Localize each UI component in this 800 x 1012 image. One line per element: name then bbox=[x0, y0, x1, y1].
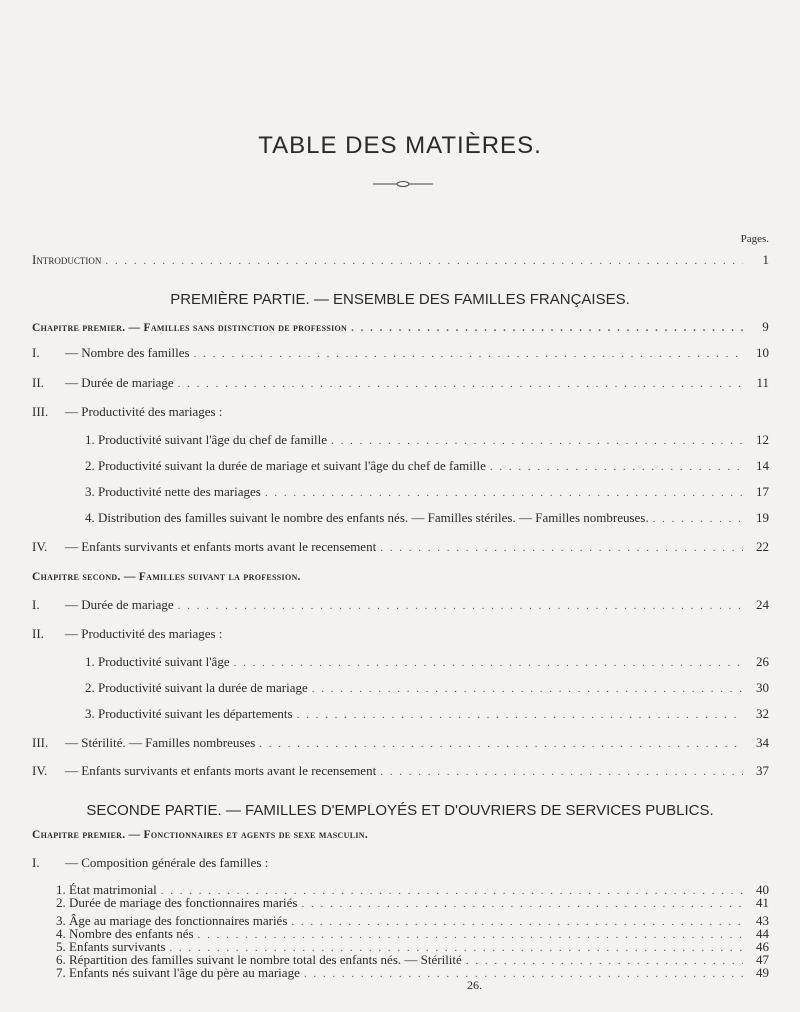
entry-label: — Nombre des familles bbox=[65, 345, 190, 360]
leader-dots bbox=[178, 378, 743, 390]
entry-label: 1. Productivité suivant l'âge du chef de famille bbox=[85, 432, 328, 447]
entry-page: 17 bbox=[756, 484, 769, 499]
entry-label: 2. Durée de mariage des fonctionnaires mariés bbox=[56, 895, 298, 910]
pages-column-label: Pages. bbox=[740, 233, 769, 245]
page-title: TABLE DES MATIÈRES. bbox=[258, 132, 542, 159]
leader-dots bbox=[301, 898, 743, 910]
part-heading: PREMIÈRE PARTIE. — ENSEMBLE DES FAMILLES FRANÇAISES. bbox=[170, 291, 630, 308]
entry-number: I. bbox=[32, 855, 40, 870]
chapter-heading[interactable] bbox=[32, 319, 769, 335]
entry-label: 7. Enfants nés suivant l'âge du père au mariage bbox=[56, 965, 300, 980]
entry-page: 24 bbox=[756, 597, 769, 612]
toc-subentry[interactable] bbox=[85, 510, 769, 526]
entry-label: — Durée de mariage bbox=[65, 375, 174, 390]
page-number: 26. bbox=[467, 978, 482, 992]
entry-label: 2. Productivité suivant la durée de mariage bbox=[85, 680, 308, 695]
entry-page: 32 bbox=[756, 706, 769, 721]
toc-entry[interactable] bbox=[32, 597, 769, 613]
entry-label: — Productivité des mariages : bbox=[65, 626, 223, 641]
entry-page: 44 bbox=[756, 926, 769, 941]
toc-subentry[interactable] bbox=[85, 706, 769, 722]
leader-dots bbox=[490, 461, 743, 473]
entry-number: I. bbox=[32, 345, 40, 360]
leader-dots bbox=[297, 709, 743, 721]
leader-dots bbox=[351, 322, 743, 334]
entry-label: — Durée de mariage bbox=[65, 597, 174, 612]
entry-number: IV. bbox=[32, 763, 48, 778]
entry-page: 41 bbox=[756, 895, 769, 910]
toc-entry[interactable] bbox=[32, 375, 769, 391]
entry-page: 19 bbox=[756, 510, 769, 525]
toc-subentry[interactable] bbox=[85, 432, 769, 448]
entry-label: 3. Productivité nette des mariages bbox=[85, 484, 261, 499]
toc-entry bbox=[32, 855, 769, 871]
entry-page: 47 bbox=[756, 952, 769, 967]
entry-label: Introduction bbox=[32, 252, 102, 267]
entry-label: 6. Répartition des familles suivant le nombre total des enfants nés. — Stérilité bbox=[56, 952, 462, 967]
entry-label: — Enfants survivants et enfants morts avant le recensement bbox=[65, 763, 377, 778]
entry-label: 5. Enfants survivants bbox=[56, 939, 166, 954]
toc-subentry[interactable] bbox=[56, 965, 769, 981]
entry-page: 11 bbox=[756, 375, 769, 390]
leader-dots bbox=[259, 738, 743, 750]
entry-label: 3. Productivité suivant les départements bbox=[85, 706, 293, 721]
toc-entry-introduction[interactable] bbox=[32, 252, 769, 268]
entry-label: 4. Distribution des familles suivant le nombre des enfants nés. — Familles stériles. — Familles nombreuses. bbox=[85, 510, 649, 525]
chapter-heading bbox=[32, 829, 769, 841]
toc-subentry[interactable] bbox=[56, 895, 769, 911]
leader-dots bbox=[380, 766, 743, 778]
entry-number: III. bbox=[32, 735, 49, 750]
leader-dots bbox=[234, 657, 743, 669]
entry-page: 14 bbox=[756, 458, 769, 473]
leader-dots bbox=[194, 348, 743, 360]
part-heading: SECONDE PARTIE. — FAMILLES D'EMPLOYÉS ET D'OUVRIERS DE SERVICES PUBLICS. bbox=[86, 802, 714, 819]
leader-dots bbox=[653, 513, 743, 525]
entry-label: — Stérilité. — Familles nombreuses bbox=[65, 735, 256, 750]
leader-dots bbox=[265, 487, 743, 499]
entry-number: II. bbox=[32, 375, 44, 390]
entry-page: 37 bbox=[756, 763, 769, 778]
toc-entry[interactable] bbox=[32, 345, 769, 361]
entry-label: Chapitre premier. — Fonctionnaires et agents de sexe masculin. bbox=[32, 829, 369, 841]
entry-number: I. bbox=[32, 597, 40, 612]
entry-label: 2. Productivité suivant la durée de mariage et suivant l'âge du chef de famille bbox=[85, 458, 486, 473]
toc-entry[interactable] bbox=[32, 735, 769, 751]
ornament-divider bbox=[373, 178, 433, 190]
entry-label: — Productivité des mariages : bbox=[65, 404, 223, 419]
chapter-heading bbox=[32, 571, 769, 583]
leader-dots bbox=[380, 542, 743, 554]
entry-label: — Enfants survivants et enfants morts avant le recensement bbox=[65, 539, 377, 554]
toc-entry[interactable] bbox=[32, 763, 769, 779]
toc-entry bbox=[32, 626, 769, 642]
entry-page: 26 bbox=[756, 654, 769, 669]
toc-subentry[interactable] bbox=[85, 680, 769, 696]
entry-label: Chapitre second. — Familles suivant la profession. bbox=[32, 571, 301, 583]
toc-subentry[interactable] bbox=[85, 484, 769, 500]
entry-label: 4. Nombre des enfants nés bbox=[56, 926, 194, 941]
entry-page: 46 bbox=[756, 939, 769, 954]
entry-label: 1. Productivité suivant l'âge bbox=[85, 654, 230, 669]
toc-subentry[interactable] bbox=[85, 654, 769, 670]
leader-dots bbox=[178, 600, 743, 612]
entry-page: 43 bbox=[756, 913, 769, 928]
entry-label: — Composition générale des familles : bbox=[65, 855, 269, 870]
entry-page: 40 bbox=[756, 882, 769, 897]
entry-page: 1 bbox=[762, 252, 769, 267]
toc-subentry[interactable] bbox=[85, 458, 769, 474]
entry-page: 9 bbox=[762, 319, 769, 334]
entry-label: 1. État matrimonial bbox=[56, 882, 157, 897]
entry-number: IV. bbox=[32, 539, 48, 554]
leader-dots bbox=[105, 255, 743, 267]
leader-dots bbox=[304, 968, 743, 980]
entry-page: 10 bbox=[756, 345, 769, 360]
entry-page: 34 bbox=[756, 735, 769, 750]
entry-label: Chapitre premier. — Familles sans distinction de profession bbox=[32, 322, 348, 334]
leader-dots bbox=[312, 683, 743, 695]
entry-page: 49 bbox=[756, 965, 769, 980]
entry-page: 30 bbox=[756, 680, 769, 695]
entry-number: III. bbox=[32, 404, 49, 419]
toc-entry[interactable] bbox=[32, 539, 769, 555]
toc-entry bbox=[32, 404, 769, 420]
entry-page: 12 bbox=[756, 432, 769, 447]
entry-number: II. bbox=[32, 626, 44, 641]
entry-label: 3. Âge au mariage des fonctionnaires mariés bbox=[56, 913, 288, 928]
leader-dots bbox=[331, 435, 743, 447]
entry-page: 22 bbox=[756, 539, 769, 554]
